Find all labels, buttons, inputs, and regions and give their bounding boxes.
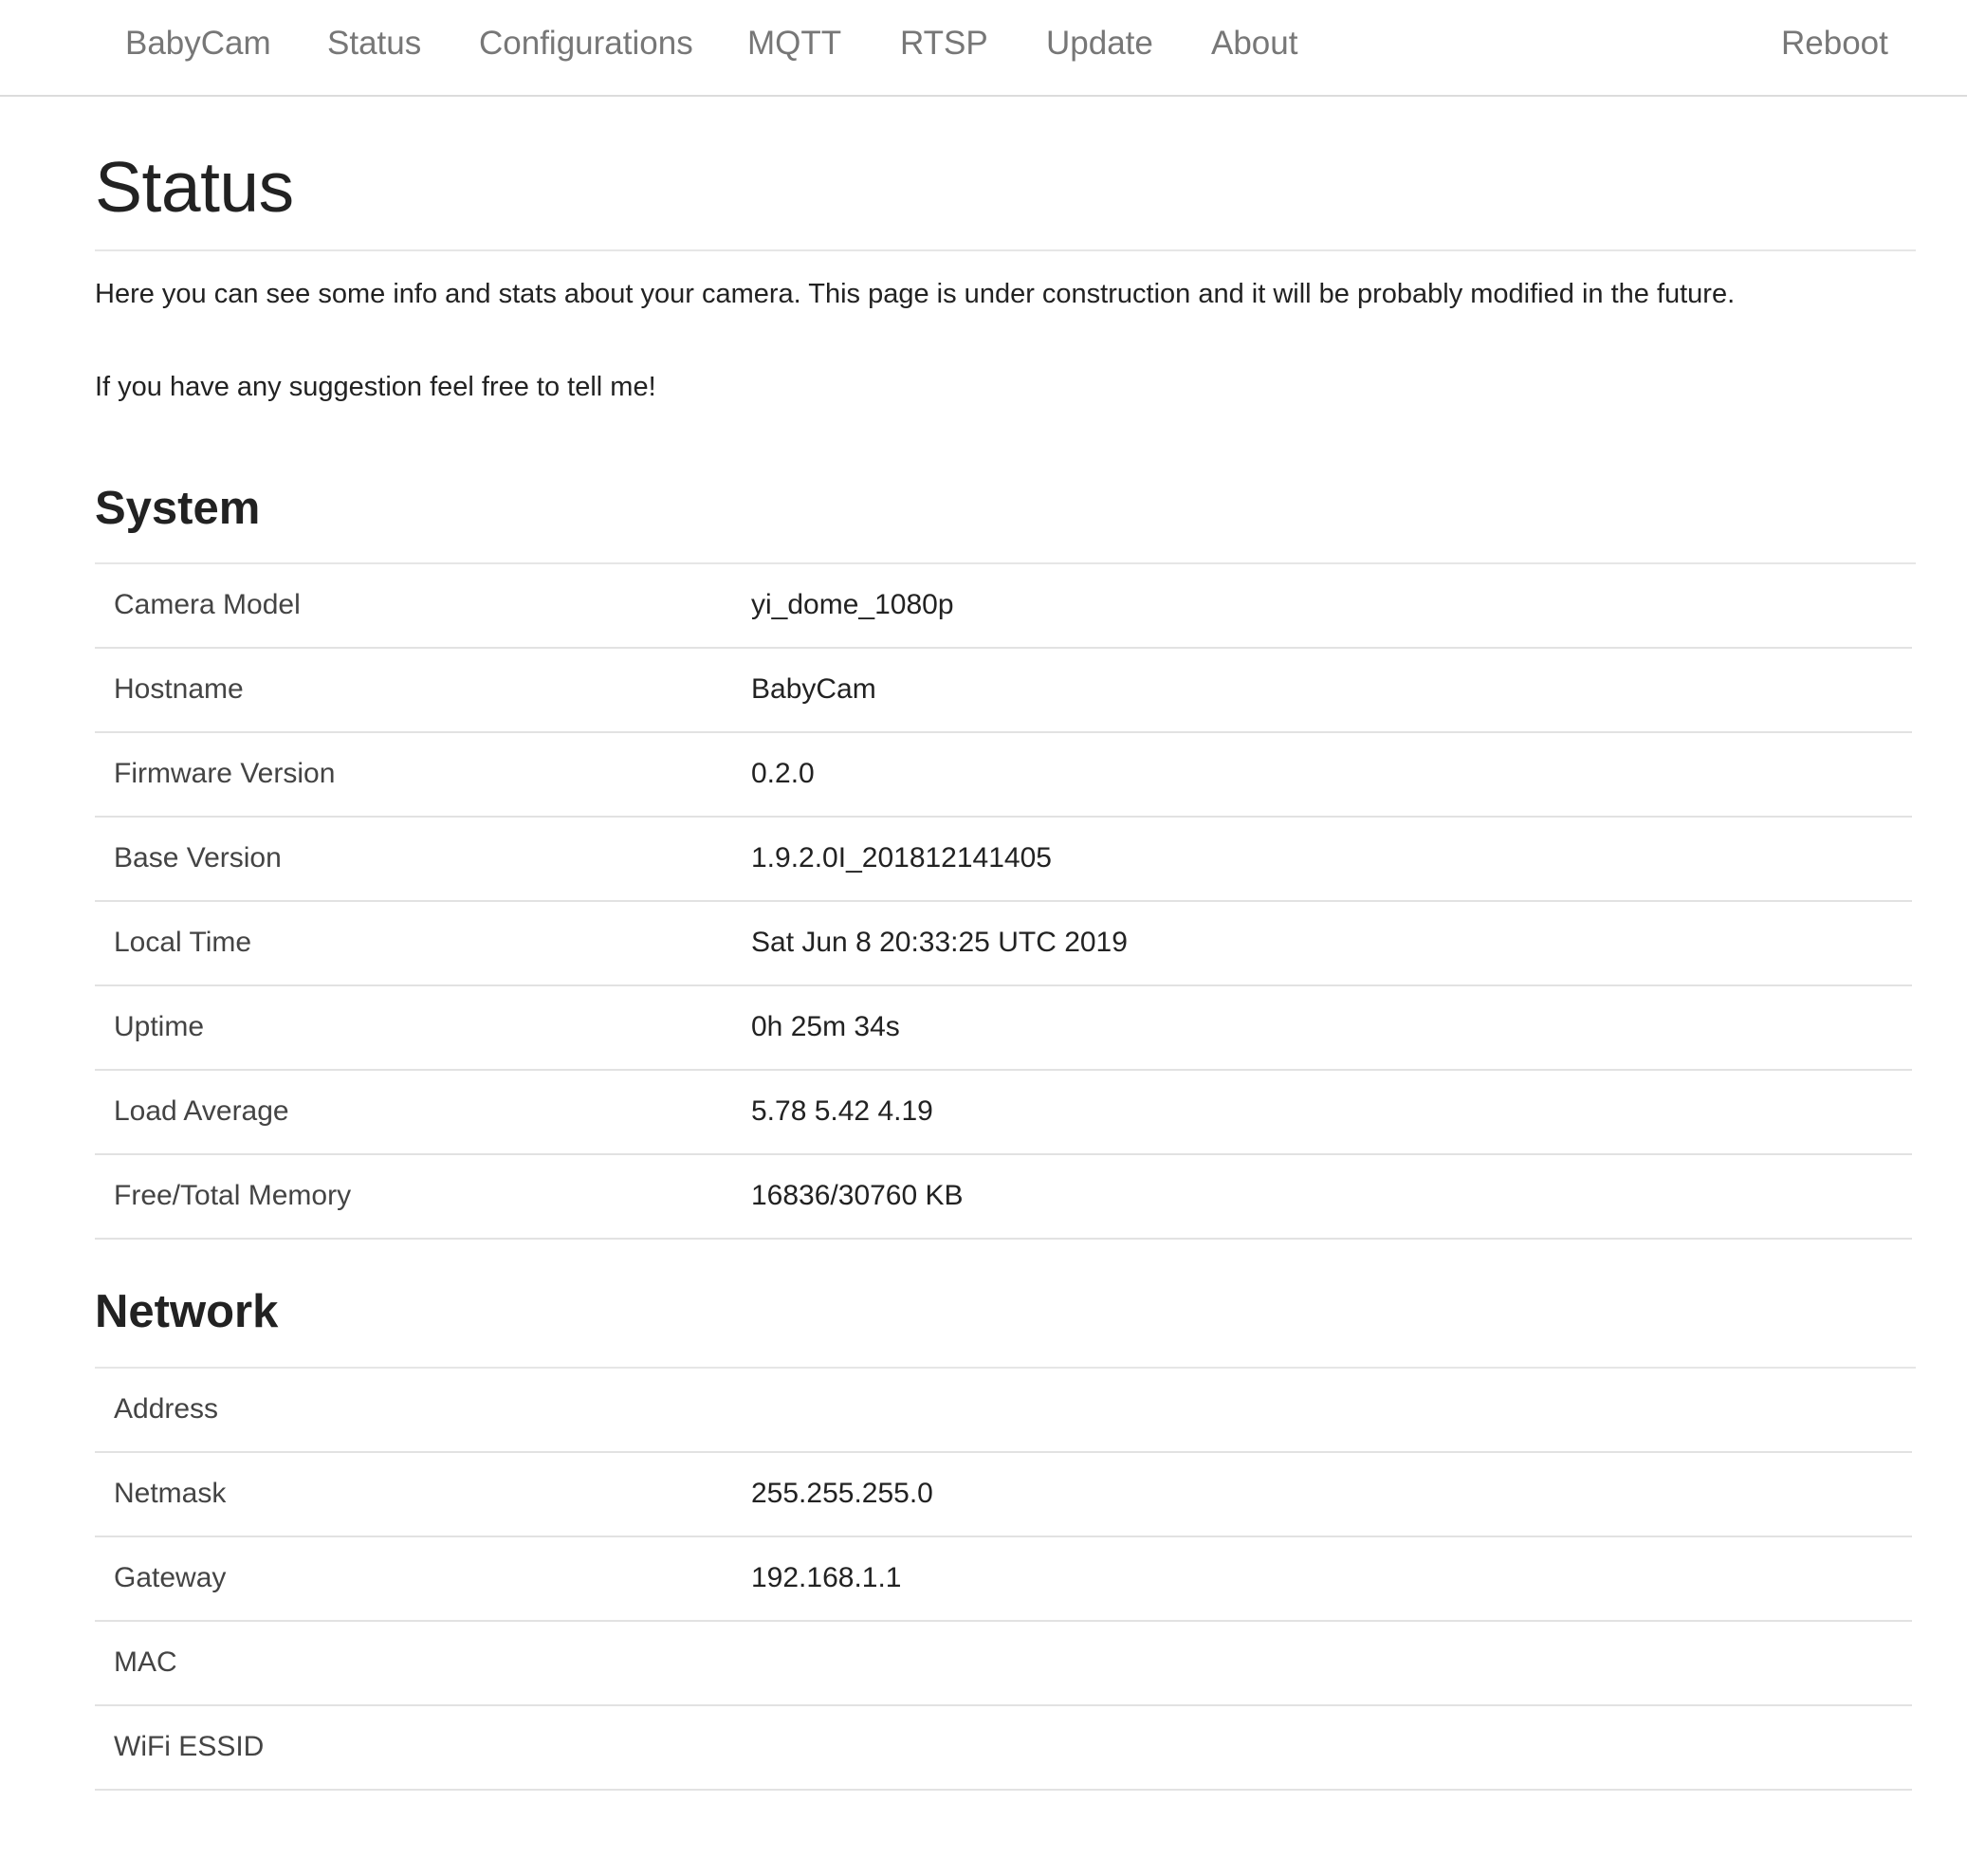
table-row xyxy=(95,1622,1912,1706)
row-value: 0h 25m 34s xyxy=(751,1011,900,1042)
table-row xyxy=(95,1155,1912,1240)
nav-link-about[interactable]: About xyxy=(1211,25,1298,62)
title-divider xyxy=(95,249,1916,251)
table-row xyxy=(95,986,1912,1071)
table-row xyxy=(95,1453,1912,1537)
table-row xyxy=(95,818,1912,902)
row-label: Uptime xyxy=(114,1011,205,1042)
row-value: Sat Jun 8 20:33:25 UTC 2019 xyxy=(751,927,1128,958)
nav-brand-link[interactable]: BabyCam xyxy=(125,25,271,62)
row-label: Local Time xyxy=(114,927,252,958)
row-label: Base Version xyxy=(114,842,282,874)
row-label: Free/Total Memory xyxy=(114,1180,352,1211)
row-value: BabyCam xyxy=(751,673,876,705)
row-label: MAC xyxy=(114,1646,177,1678)
row-label: WiFi ESSID xyxy=(114,1731,265,1762)
row-value: 16836/30760 KB xyxy=(751,1180,964,1211)
page-title: Status xyxy=(95,147,294,227)
table-row xyxy=(95,649,1912,733)
row-value: 255.255.255.0 xyxy=(751,1478,933,1509)
nav-link-status[interactable]: Status xyxy=(327,25,422,62)
row-value: 192.168.1.1 xyxy=(751,1562,902,1593)
system-table xyxy=(95,562,1916,1240)
table-row xyxy=(95,1706,1912,1791)
row-value: 5.78 5.42 4.19 xyxy=(751,1095,933,1127)
table-row xyxy=(95,1071,1912,1155)
row-label: Camera Model xyxy=(114,589,301,620)
network-table xyxy=(95,1367,1916,1791)
network-heading: Network xyxy=(95,1286,279,1337)
row-label: Load Average xyxy=(114,1095,289,1127)
intro-text: Here you can see some info and stats about your camera. This page is under construction and it will be probably modified in the future. xyxy=(95,279,1736,309)
table-row xyxy=(95,1537,1912,1622)
row-label: Gateway xyxy=(114,1562,227,1593)
row-value: 0.2.0 xyxy=(751,758,815,789)
top-navbar xyxy=(0,0,1967,97)
row-label: Firmware Version xyxy=(114,758,336,789)
nav-link-configurations[interactable]: Configurations xyxy=(479,25,693,62)
row-value: yi_dome_1080p xyxy=(751,589,954,620)
suggestion-text: If you have any suggestion feel free to tell me! xyxy=(95,372,656,402)
nav-link-update[interactable]: Update xyxy=(1046,25,1153,62)
table-row xyxy=(95,902,1912,986)
row-value: 1.9.2.0I_201812141405 xyxy=(751,842,1052,874)
nav-link-rtsp[interactable]: RTSP xyxy=(900,25,988,62)
table-row xyxy=(95,733,1912,818)
reboot-link[interactable]: Reboot xyxy=(1781,25,1888,62)
table-row xyxy=(95,1369,1912,1453)
nav-link-mqtt[interactable]: MQTT xyxy=(747,25,842,62)
row-label: Address xyxy=(114,1393,219,1425)
system-heading: System xyxy=(95,483,261,534)
table-row xyxy=(95,564,1912,649)
row-label: Hostname xyxy=(114,673,244,705)
row-label: Netmask xyxy=(114,1478,227,1509)
